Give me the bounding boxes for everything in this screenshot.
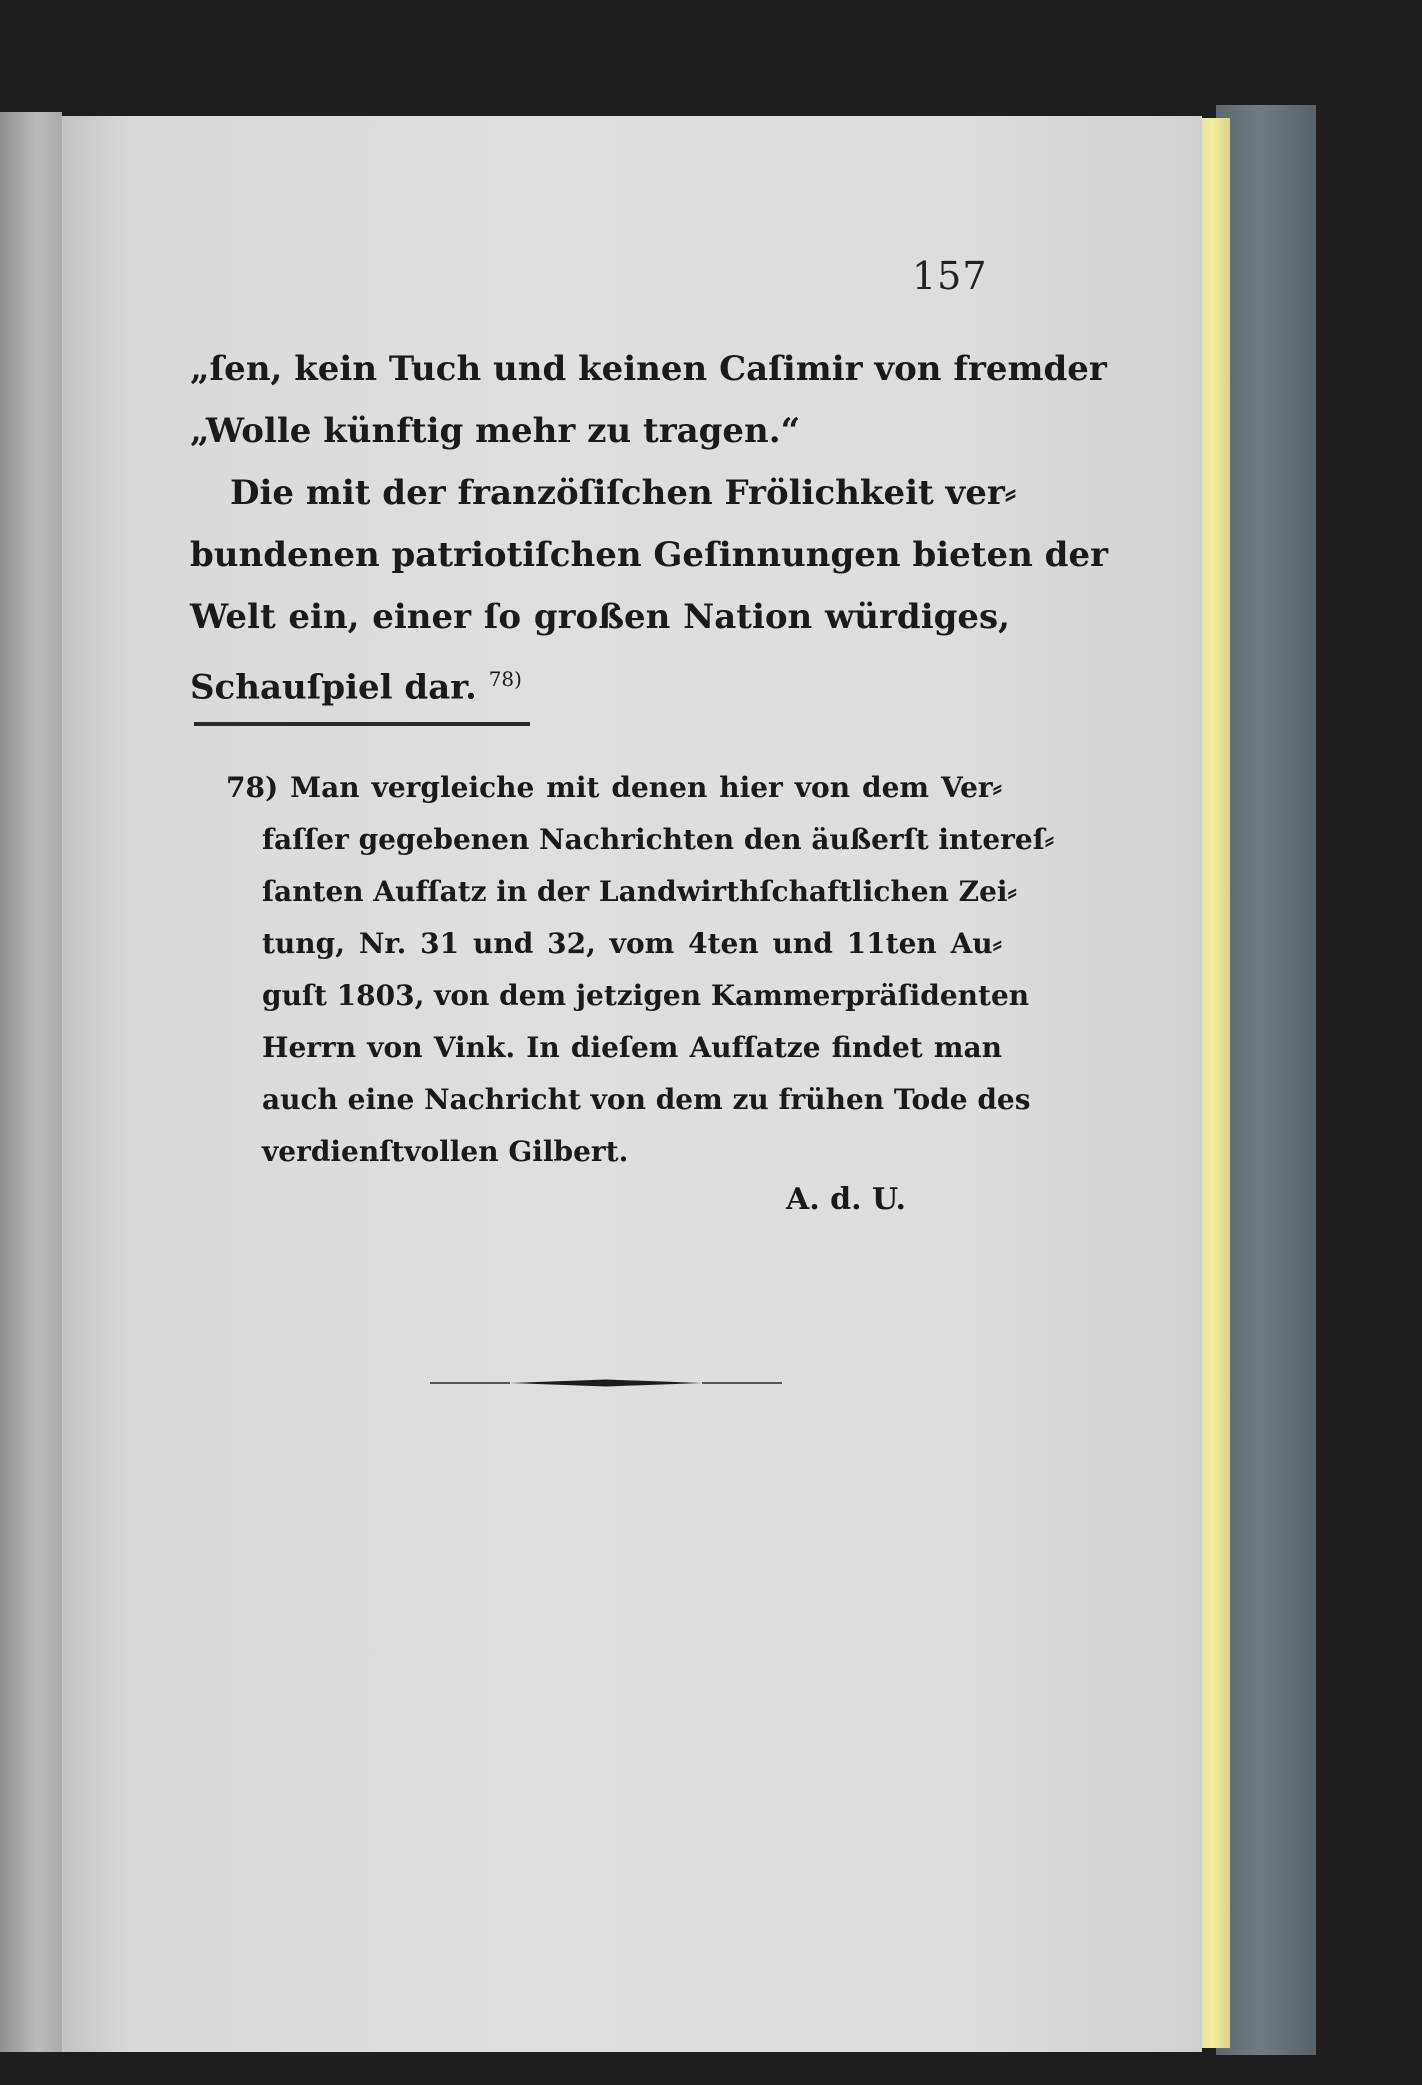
body-line: Die mit der franzöſiſchen Frölichkeit ver⸗ (230, 473, 1017, 513)
end-ornament-rule (430, 1378, 782, 1388)
facing-page-edge (0, 112, 62, 2052)
footnote-line: 78) Man vergleiche mit denen hier von dem Ver⸗ (226, 771, 1002, 804)
body-line: „ſen, kein Tuch und keinen Caſimir von fremder (190, 349, 1107, 389)
footnote-line: Herrn von Vink. In dieſem Aufſatze findet man (262, 1031, 1002, 1064)
body-line-with-note (190, 648, 1010, 718)
page-number: 157 (912, 254, 988, 298)
footnote-divider (194, 722, 530, 726)
body-line: Schauſpiel dar. (190, 667, 477, 708)
body-text (190, 338, 1108, 718)
body-line: bundenen patriotiſchen Geſinnungen bieten der (190, 535, 1108, 575)
footnote-line: tung, Nr. 31 und 32, vom 4ten und 11ten Au⸗ (262, 927, 1002, 960)
footnote-line: faſſer gegebenen Nachrichten den äußerſt intereſ⸗ (262, 823, 1055, 856)
footnote-line: ſanten Aufſatz in der Landwirthſchaftlichen Zei⸗ (262, 875, 1017, 908)
body-line: „Wolle künftig mehr zu tragen.“ (190, 411, 801, 451)
body-line: Welt ein, einer ſo großen Nation würdiges, (190, 597, 1010, 637)
footnote-reference[interactable]: 78) (488, 667, 522, 691)
footnote-line: verdienſtvollen Gilbert. (262, 1135, 629, 1168)
footnote-signature: A. d. U. (786, 1182, 906, 1217)
footnote (226, 762, 1055, 1178)
footnote-line: guſt 1803, von dem jetzigen Kammerpräſidenten (262, 979, 1030, 1012)
footnote-line: auch eine Nachricht von dem zu frühen Tode des (262, 1083, 1031, 1116)
book-cover (1216, 105, 1316, 2055)
